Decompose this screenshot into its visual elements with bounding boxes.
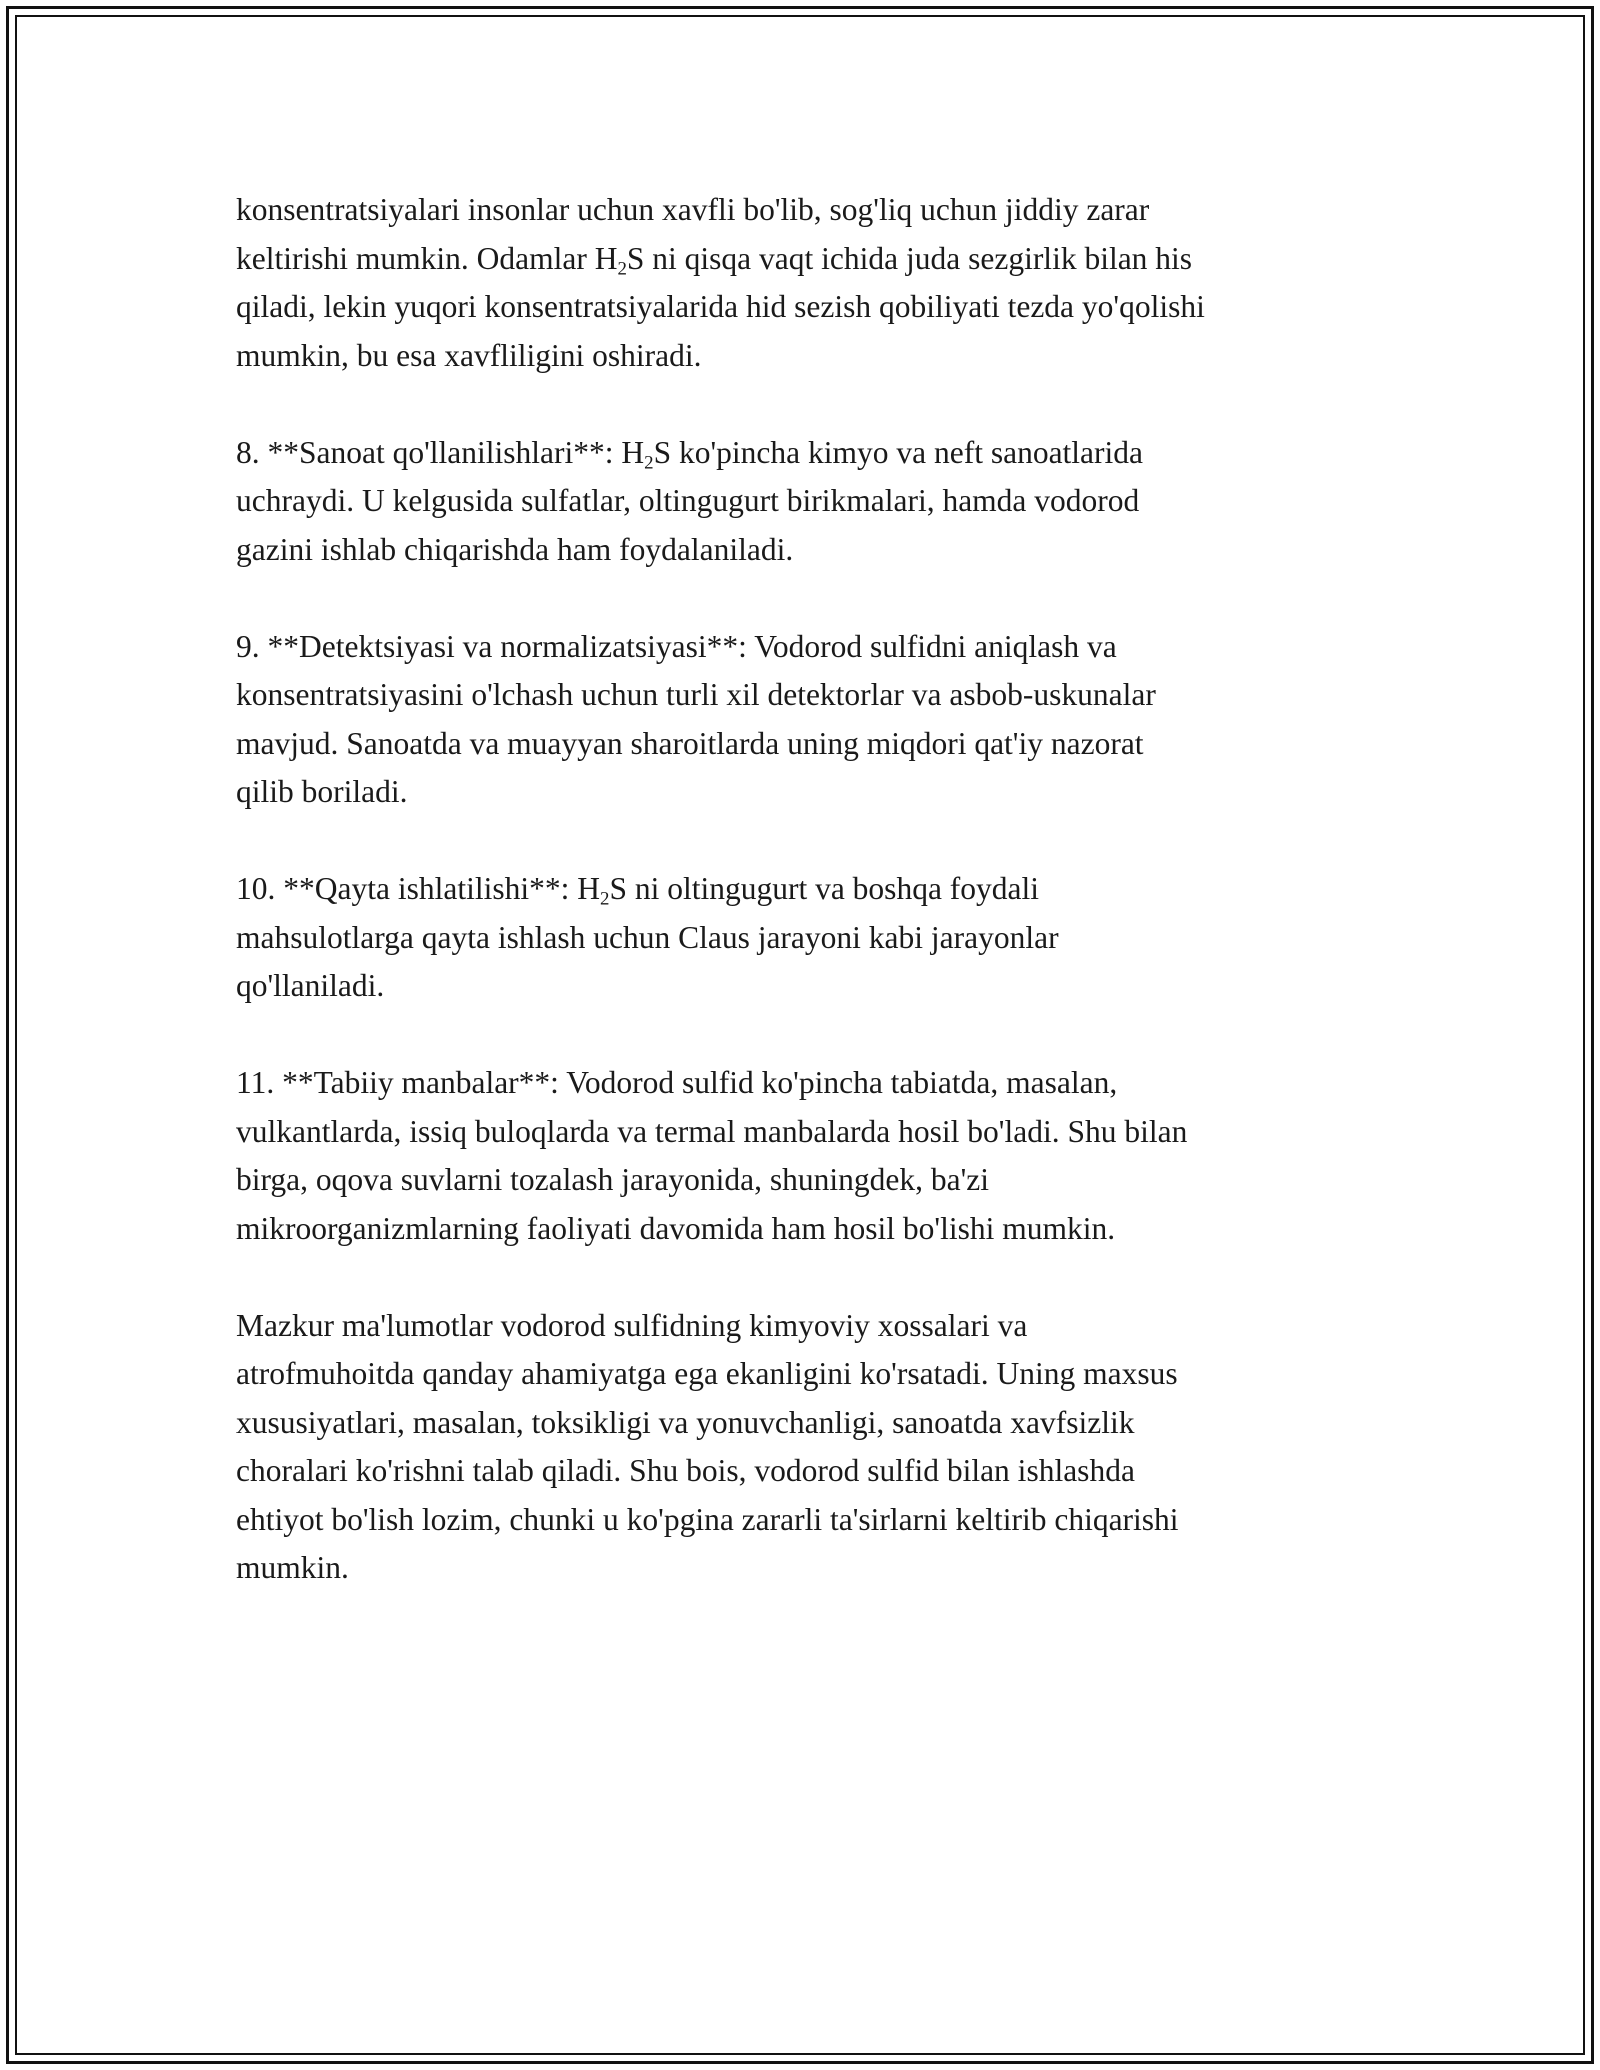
text-line: xususiyatlari, masalan, toksikligi va yonuvchanligi, sanoatda xavfsizlik: [236, 1404, 1135, 1440]
text-line: atrofmuhoitda qanday ahamiyatga ega ekanligini ko'rsatadi. Uning maxsus: [236, 1356, 1178, 1391]
text-line: Mazkur ma'lumotlar vodorod sulfidning kimyoviy xossalari va: [236, 1307, 1028, 1343]
text-segment: 8. **Sanoat qo'llanilishlari**: H: [236, 434, 645, 470]
text-line: [236, 865, 1366, 914]
text-segment: keltirishi mumkin. Odamlar H: [236, 240, 618, 276]
paragraph: [236, 429, 1366, 575]
paragraph: [236, 623, 1366, 817]
text-line: [236, 429, 1366, 478]
text-line: gazini ishlab chiqarishda ham foydalaniladi.: [236, 531, 794, 567]
paragraph: [236, 1302, 1366, 1593]
text-line: mavjud. Sanoatda va muayyan sharoitlarda uning miqdori qat'iy nazorat: [236, 725, 1144, 761]
subscript: 2: [599, 888, 610, 910]
text-line: qilib boriladi.: [236, 774, 408, 809]
document-body: [236, 186, 1366, 1641]
text-line: qiladi, lekin yuqori konsentratsiyalarida hid sezish qobiliyati tezda yo'qolishi: [236, 289, 1205, 324]
text-segment: S ko'pincha kimyo va neft sanoatlarida: [653, 434, 1144, 470]
paragraph: [236, 186, 1366, 380]
text-line: vulkantlarda, issiq buloqlarda va termal manbalarda hosil bo'ladi. Shu bilan: [236, 1113, 1188, 1149]
text-line: qo'llaniladi.: [236, 968, 385, 1003]
text-line: mumkin, bu esa xavfliligini oshiradi.: [236, 337, 702, 373]
text-line: [236, 235, 1366, 284]
text-line: 9. **Detektsiyasi va normalizatsiyasi**: Vodorod sulfidni aniqlash va: [236, 628, 1117, 664]
paragraph: [236, 1059, 1366, 1253]
subscript: 2: [644, 452, 654, 474]
text-line: mikroorganizmlarning faoliyati davomida ham hosil bo'lishi mumkin.: [236, 1210, 1116, 1246]
paragraph: [236, 865, 1366, 1011]
text-line: konsentratsiyalari insonlar uchun xavfli bo'lib, sog'liq uchun jiddiy zarar: [236, 192, 1150, 227]
subscript: 2: [617, 258, 627, 280]
text-line: choralari ko'rishni talab qiladi. Shu bois, vodorod sulfid bilan ishlashda: [236, 1453, 1135, 1488]
text-line: ehtiyot bo'lish lozim, chunki u ko'pgina zararli ta'sirlarni keltirib chiqarishi: [236, 1501, 1179, 1537]
text-segment: S ni qisqa vaqt ichida juda sezgirlik bilan his: [626, 240, 1193, 276]
text-line: konsentratsiyasini o'lchash uchun turli xil detektorlar va asbob-uskunalar: [236, 677, 1156, 712]
text-line: 11. **Tabiiy manbalar**: Vodorod sulfid ko'pincha tabiatda, masalan,: [236, 1065, 1118, 1100]
text-line: mahsulotlarga qayta ishlash uchun Claus jarayoni kabi jarayonlar: [236, 919, 1059, 955]
text-line: uchraydi. U kelgusida sulfatlar, oltingugurt birikmalari, hamda vodorod: [236, 483, 1140, 518]
text-segment: 10. **Qayta ishlatilishi**: H: [236, 871, 600, 906]
text-line: mumkin.: [236, 1550, 349, 1585]
text-segment: S ni oltingugurt va boshqa foydali: [609, 871, 1040, 906]
text-line: birga, oqova suvlarni tozalash jarayonida, shuningdek, ba'zi: [236, 1162, 990, 1197]
